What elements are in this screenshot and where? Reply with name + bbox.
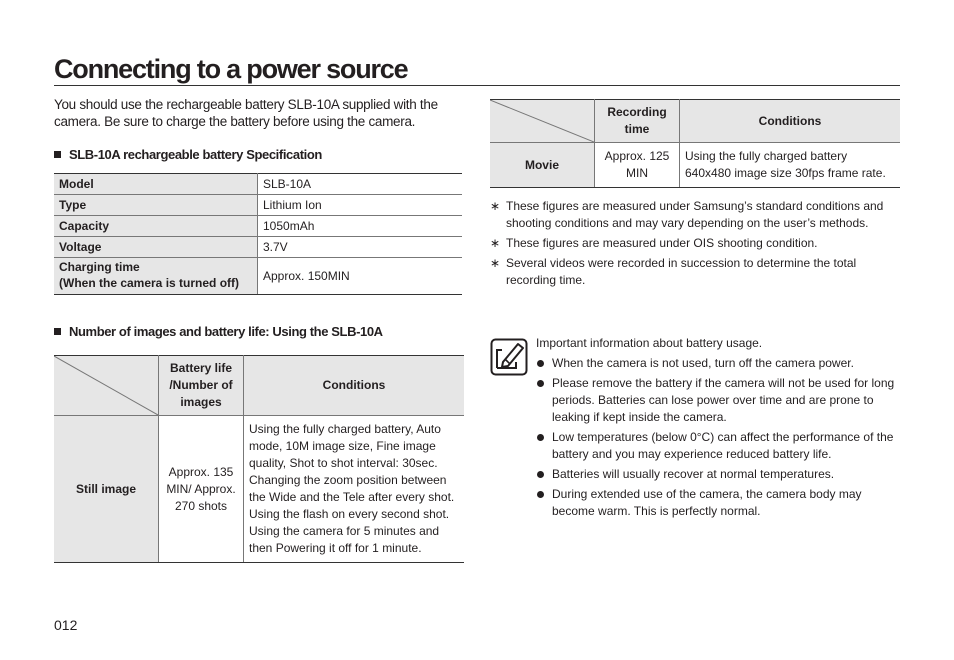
table-row bbox=[54, 174, 462, 195]
page-number: 012 bbox=[54, 617, 78, 633]
spec-value: 1050mAh bbox=[258, 216, 463, 237]
table-header-row bbox=[54, 356, 464, 416]
table-row bbox=[54, 416, 464, 563]
table-header-row bbox=[490, 100, 900, 143]
list-item bbox=[536, 486, 896, 520]
list-item bbox=[536, 375, 896, 426]
note-pencil-icon bbox=[490, 338, 528, 376]
info-list bbox=[536, 355, 896, 520]
list-item bbox=[536, 429, 896, 463]
table-row bbox=[54, 258, 462, 295]
footnotes bbox=[490, 198, 890, 292]
square-bullet-icon bbox=[54, 328, 61, 335]
bullet-icon bbox=[537, 360, 544, 367]
footnote-text: These figures are measured under Samsung’s standard conditions and shooting conditions and may vary depending on the user’s methods. bbox=[506, 199, 884, 230]
bullet-icon bbox=[537, 491, 544, 498]
table-row bbox=[54, 237, 462, 258]
spec-key-line2: (When the camera is turned off) bbox=[59, 276, 240, 290]
col-header-conditions: Conditions bbox=[680, 100, 901, 143]
table-row bbox=[54, 216, 462, 237]
movie-table bbox=[490, 99, 900, 188]
col-header-conditions: Conditions bbox=[244, 356, 465, 416]
conditions-line: Using the fully charged battery bbox=[685, 149, 848, 163]
spec-heading-text: SLB-10A rechargeable battery Specification bbox=[69, 147, 322, 162]
bullet-icon bbox=[537, 471, 544, 478]
page-title: Connecting to a power source bbox=[54, 54, 408, 84]
spec-key: Type bbox=[54, 195, 258, 216]
spec-key bbox=[54, 258, 258, 295]
asterisk-icon: ∗ bbox=[490, 199, 501, 213]
square-bullet-icon bbox=[54, 151, 61, 158]
recording-time-value: Approx. 125 MIN bbox=[595, 143, 680, 188]
footnote bbox=[490, 198, 890, 232]
images-heading-text: Number of images and battery life: Using the SLB-10A bbox=[69, 324, 383, 339]
bullet-icon bbox=[537, 380, 544, 387]
table-row bbox=[490, 143, 900, 188]
table-row bbox=[54, 195, 462, 216]
diagonal-header-cell bbox=[490, 100, 595, 143]
diagonal-header-cell bbox=[54, 356, 159, 416]
diagonal-line bbox=[54, 356, 158, 415]
info-lead: Important information about battery usage. bbox=[536, 336, 763, 350]
intro-text: You should use the rechargeable battery SLB-10A supplied with the camera. Be sure to charge the battery before using the camera. bbox=[54, 97, 438, 129]
list-item-text: Low temperatures (below 0°C) can affect the performance of the battery and you may experience reduced battery life. bbox=[552, 430, 894, 461]
footnote bbox=[490, 255, 890, 289]
row-header-still-image: Still image bbox=[54, 416, 159, 563]
spec-heading bbox=[54, 147, 322, 162]
images-heading bbox=[54, 324, 383, 339]
list-item-text: Batteries will usually recover at normal temperatures. bbox=[552, 467, 835, 481]
spec-value: 3.7V bbox=[258, 237, 463, 258]
spec-key: Voltage bbox=[54, 237, 258, 258]
list-item bbox=[536, 355, 896, 372]
spec-value: Approx. 150MIN bbox=[258, 258, 463, 295]
spec-key: Model bbox=[54, 174, 258, 195]
conditions-text: Using the fully charged battery, Auto mode, 10M image size, Fine image quality, Shot to shot interval: 30sec. Changing the zoom position between the Wide and the Tele after every shot. Using the flash on every second shot. Using the camera for 5 minutes and then Powering it off for 1 minute. bbox=[244, 416, 465, 563]
list-item-text: During extended use of the camera, the camera body may become warm. This is perfectly normal. bbox=[552, 487, 862, 518]
row-header-movie: Movie bbox=[490, 143, 595, 188]
col-header-battery-life: Battery life /Number of images bbox=[159, 356, 244, 416]
spec-key: Capacity bbox=[54, 216, 258, 237]
footnote-text: These figures are measured under OIS shooting condition. bbox=[506, 236, 818, 250]
col-header-recording-time: Recording time bbox=[595, 100, 680, 143]
info-box bbox=[536, 335, 896, 523]
spec-table bbox=[54, 173, 462, 295]
spec-value: Lithium Ion bbox=[258, 195, 463, 216]
conditions-text bbox=[680, 143, 901, 188]
footnote bbox=[490, 235, 890, 252]
battery-life-value: Approx. 135 MIN/ Approx. 270 shots bbox=[159, 416, 244, 563]
title-rule bbox=[54, 85, 900, 86]
bullet-icon bbox=[537, 434, 544, 441]
footnote-text: Several videos were recorded in succession to determine the total recording time. bbox=[506, 256, 857, 287]
list-item-text: Please remove the battery if the camera will not be used for long periods. Batteries can lose power over time and are prone to leaking if kept inside the camera. bbox=[552, 376, 895, 424]
asterisk-icon: ∗ bbox=[490, 236, 501, 250]
spec-value: SLB-10A bbox=[258, 174, 463, 195]
list-item bbox=[536, 466, 896, 483]
spec-key-line1: Charging time bbox=[59, 260, 140, 274]
diagonal-line bbox=[490, 100, 594, 142]
list-item-text: When the camera is not used, turn off the camera power. bbox=[552, 356, 854, 370]
conditions-line: 640x480 image size 30fps frame rate. bbox=[685, 166, 886, 180]
images-table bbox=[54, 355, 464, 563]
asterisk-icon: ∗ bbox=[490, 256, 501, 270]
